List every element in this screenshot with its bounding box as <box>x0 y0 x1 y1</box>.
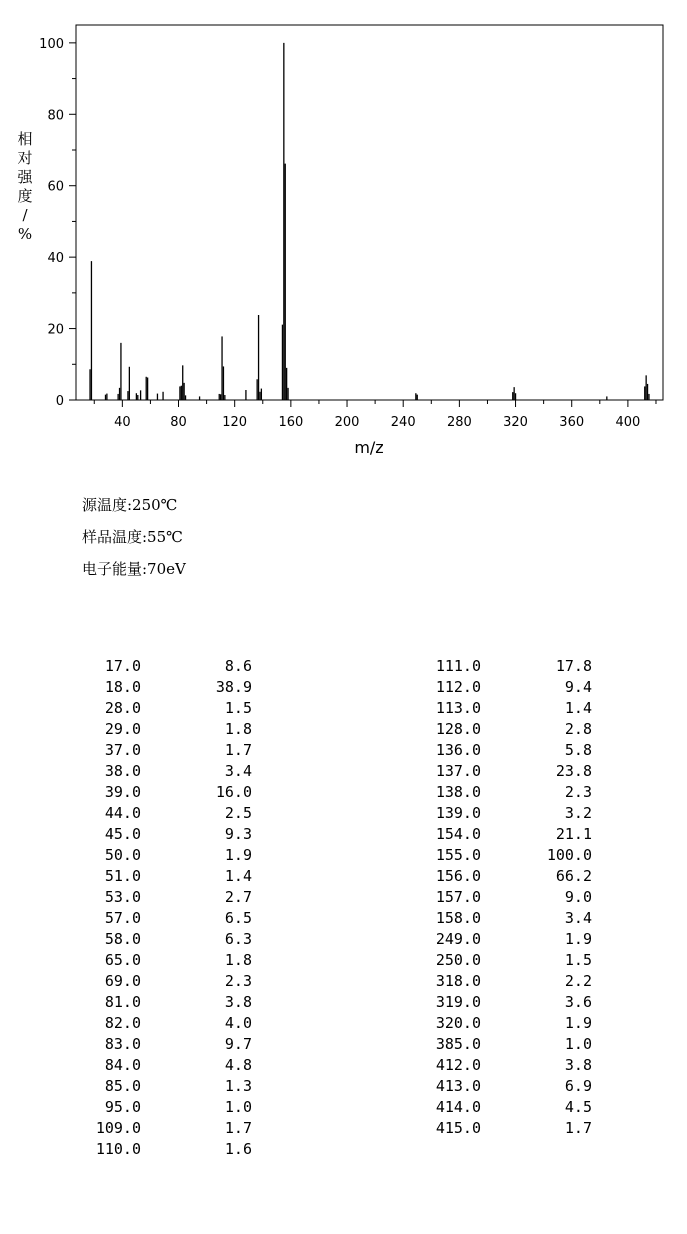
sample-temperature: 样品温度:55℃ <box>82 528 183 546</box>
intensity-value: 2.2 <box>564 972 592 990</box>
mz-value: 83.0 <box>104 1035 141 1053</box>
x-tick-label: 360 <box>559 415 585 430</box>
y-axis-label-char: 对 <box>17 149 33 167</box>
intensity-value: 6.3 <box>224 930 252 948</box>
mz-value: 412.0 <box>435 1056 481 1074</box>
intensity-value: 1.9 <box>564 930 592 948</box>
mz-value: 44.0 <box>104 804 141 822</box>
intensity-value: 3.8 <box>564 1056 592 1074</box>
intensity-value: 9.0 <box>564 888 592 906</box>
intensity-value: 1.4 <box>564 699 592 717</box>
y-tick-label: 20 <box>47 322 64 338</box>
y-axis-label-char: / <box>22 206 28 224</box>
mz-value: 154.0 <box>435 825 481 843</box>
intensity-value: 23.8 <box>555 762 592 780</box>
intensity-value: 100.0 <box>546 846 592 864</box>
mz-value: 38.0 <box>104 762 141 780</box>
intensity-value: 4.8 <box>224 1056 252 1074</box>
mz-value: 84.0 <box>104 1056 141 1074</box>
y-tick-label: 0 <box>55 394 64 409</box>
y-axis-label-char: 相 <box>17 130 33 148</box>
x-tick-label: 160 <box>278 415 304 430</box>
mz-value: 155.0 <box>435 846 481 864</box>
x-axis <box>94 400 656 430</box>
mz-value: 65.0 <box>104 951 141 969</box>
peak-series <box>90 43 649 400</box>
mz-value: 249.0 <box>435 930 481 948</box>
mz-value: 29.0 <box>104 720 141 738</box>
plot-frame <box>76 25 663 400</box>
intensity-value: 38.9 <box>215 678 252 696</box>
mz-value: 17.0 <box>104 657 141 675</box>
x-tick-label: 320 <box>503 415 528 430</box>
mz-value: 95.0 <box>104 1098 141 1116</box>
intensity-value: 1.0 <box>564 1035 592 1053</box>
intensity-value: 1.7 <box>224 1119 252 1137</box>
intensity-value: 5.8 <box>564 741 592 759</box>
intensity-value: 3.2 <box>564 804 592 822</box>
intensity-value: 1.7 <box>224 741 252 759</box>
mz-value: 414.0 <box>435 1098 481 1116</box>
source-temperature: 源温度:250℃ <box>82 496 178 514</box>
y-axis <box>39 37 76 409</box>
intensity-value: 3.6 <box>564 993 592 1011</box>
intensity-value: 17.8 <box>555 657 592 675</box>
intensity-value: 66.2 <box>555 867 592 885</box>
mz-value: 415.0 <box>435 1119 481 1137</box>
x-tick-label: 80 <box>170 415 187 430</box>
mz-value: 250.0 <box>435 951 481 969</box>
mass-spectrum-chart <box>0 0 687 470</box>
intensity-value: 9.3 <box>224 825 252 843</box>
mz-value: 82.0 <box>104 1014 141 1032</box>
mz-value: 69.0 <box>104 972 141 990</box>
intensity-value: 1.0 <box>224 1098 252 1116</box>
intensity-value: 9.7 <box>224 1035 252 1053</box>
mz-value: 318.0 <box>435 972 481 990</box>
intensity-value: 2.8 <box>564 720 592 738</box>
intensity-value: 2.3 <box>564 783 592 801</box>
y-axis-label-char: 度 <box>17 187 33 205</box>
mz-value: 128.0 <box>435 720 481 738</box>
mz-value: 320.0 <box>435 1014 481 1032</box>
intensity-value: 1.7 <box>564 1119 592 1137</box>
x-tick-label: 240 <box>390 415 416 430</box>
mz-value: 158.0 <box>435 909 481 927</box>
intensity-value: 6.5 <box>224 909 252 927</box>
mz-value: 81.0 <box>104 993 141 1011</box>
mz-value: 53.0 <box>104 888 141 906</box>
y-axis-label-char: % <box>17 225 33 243</box>
mz-value: 85.0 <box>104 1077 141 1095</box>
x-tick-label: 40 <box>114 415 131 430</box>
experiment-parameters <box>82 493 186 589</box>
mz-value: 109.0 <box>95 1119 141 1137</box>
intensity-value: 8.6 <box>224 657 252 675</box>
mz-value: 385.0 <box>435 1035 481 1053</box>
mz-value: 138.0 <box>435 783 481 801</box>
y-tick-label: 40 <box>47 251 64 267</box>
x-tick-label: 120 <box>222 415 248 430</box>
intensity-value: 6.9 <box>564 1077 592 1095</box>
mz-value: 156.0 <box>435 867 481 885</box>
intensity-value: 1.9 <box>224 846 252 864</box>
intensity-value: 2.5 <box>224 804 252 822</box>
intensity-value: 3.8 <box>224 993 252 1011</box>
mz-value: 28.0 <box>104 699 141 717</box>
mz-value: 45.0 <box>104 825 141 843</box>
intensity-value: 1.9 <box>564 1014 592 1032</box>
mz-value: 57.0 <box>104 909 141 927</box>
mz-value: 139.0 <box>435 804 481 822</box>
electron-energy: 电子能量:70eV <box>82 560 186 578</box>
mz-value: 110.0 <box>95 1140 141 1158</box>
y-tick-label: 80 <box>47 108 64 124</box>
intensity-value: 4.0 <box>224 1014 252 1032</box>
x-tick-label: 200 <box>334 415 360 430</box>
x-axis-label: m/z <box>354 438 384 457</box>
mz-value: 113.0 <box>435 699 481 717</box>
intensity-value: 1.6 <box>224 1140 252 1158</box>
mz-value: 51.0 <box>104 867 141 885</box>
mz-value: 58.0 <box>104 930 141 948</box>
y-tick-label: 100 <box>39 36 64 52</box>
y-axis-label-char: 强 <box>17 168 33 186</box>
y-tick-label: 60 <box>47 179 64 195</box>
intensity-value: 16.0 <box>215 783 252 801</box>
mz-value: 112.0 <box>435 678 481 696</box>
mz-value: 319.0 <box>435 993 481 1011</box>
mz-value: 136.0 <box>435 741 481 759</box>
mz-value: 413.0 <box>435 1077 481 1095</box>
intensity-value: 1.5 <box>564 951 592 969</box>
intensity-value: 1.5 <box>224 699 252 717</box>
mz-value: 137.0 <box>435 762 481 780</box>
intensity-value: 3.4 <box>224 762 252 780</box>
mz-value: 111.0 <box>435 657 481 675</box>
intensity-value: 3.4 <box>564 909 592 927</box>
y-axis-label <box>14 130 36 244</box>
mz-value: 39.0 <box>104 783 141 801</box>
intensity-value: 21.1 <box>555 825 592 843</box>
mz-value: 157.0 <box>435 888 481 906</box>
mz-value: 18.0 <box>104 678 141 696</box>
mz-value: 50.0 <box>104 846 141 864</box>
intensity-value: 1.8 <box>224 720 252 738</box>
intensity-value: 2.7 <box>224 888 252 906</box>
intensity-value: 4.5 <box>564 1098 592 1116</box>
mz-value: 37.0 <box>104 741 141 759</box>
x-tick-label: 400 <box>615 415 641 430</box>
intensity-value: 1.8 <box>224 951 252 969</box>
intensity-value: 9.4 <box>564 678 592 696</box>
intensity-value: 1.4 <box>224 867 252 885</box>
intensity-value: 1.3 <box>224 1077 252 1095</box>
intensity-value: 2.3 <box>224 972 252 990</box>
x-tick-label: 280 <box>446 415 472 430</box>
